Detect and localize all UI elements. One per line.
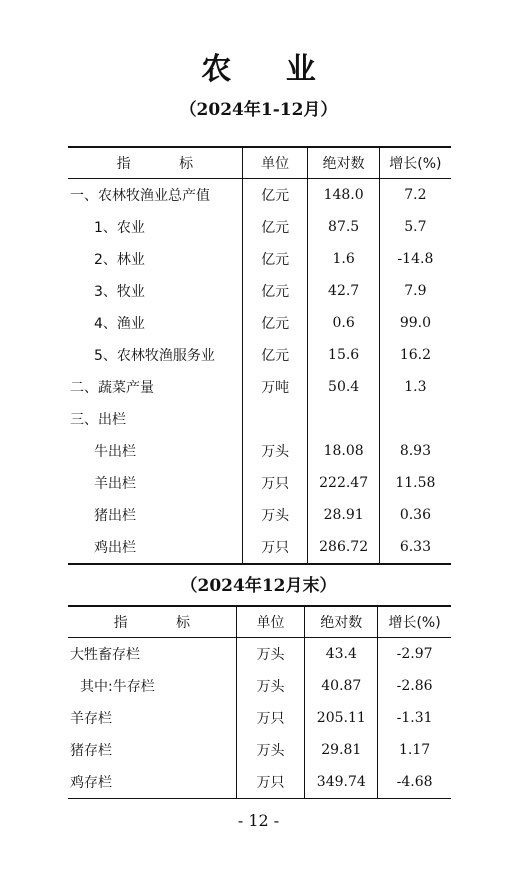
indicator-cell: 羊存栏 (70, 711, 112, 727)
table-row (68, 766, 451, 799)
indicator-cell: 二、蔬菜产量 (70, 380, 154, 396)
table-row (68, 531, 451, 564)
growth-rate-cell: -2.97 (378, 638, 451, 671)
indicator-cell: 大牲畜存栏 (70, 647, 140, 663)
growth-rate-cell: 6.33 (379, 531, 451, 564)
table-row (68, 734, 451, 766)
indicator-cell: 鸡出栏 (94, 540, 136, 556)
period-subtitle-yearend: （2024年12月末） (180, 576, 337, 596)
header-growth: 增长(%) (379, 147, 451, 179)
table-body (68, 638, 451, 799)
growth-rate-cell: 7.9 (379, 275, 451, 307)
indicator-cell: 猪存栏 (70, 743, 112, 759)
absolute-value-cell: 205.11 (305, 702, 378, 734)
table-body (68, 179, 451, 565)
unit-cell: 万只 (236, 766, 305, 799)
growth-rate-cell: -4.68 (378, 766, 451, 799)
growth-rate-cell: -1.31 (378, 702, 451, 734)
absolute-value-cell: 286.72 (308, 531, 379, 564)
header-absolute: 绝对数 (305, 606, 378, 638)
absolute-value-cell: 28.91 (308, 499, 379, 531)
table-row (68, 638, 451, 671)
indicator-cell: 2、林业 (94, 252, 145, 268)
table-header-row (68, 606, 451, 638)
indicator-cell: 4、渔业 (94, 316, 145, 332)
unit-cell: 万头 (236, 734, 305, 766)
absolute-value-cell: 87.5 (308, 211, 379, 243)
growth-rate-cell: 16.2 (379, 339, 451, 371)
absolute-value-cell: 43.4 (305, 638, 378, 671)
period-subtitle-annual: （2024年1-12月） (179, 100, 338, 120)
absolute-value-cell: 0.6 (308, 307, 379, 339)
header-unit: 单位 (242, 147, 308, 179)
page-number: - 12 - (237, 811, 280, 830)
table-row (68, 435, 451, 467)
absolute-value-cell (308, 403, 379, 435)
table-row (68, 371, 451, 403)
absolute-value-cell: 42.7 (308, 275, 379, 307)
growth-rate-cell: 1.3 (379, 371, 451, 403)
growth-rate-cell: -14.8 (379, 243, 451, 275)
indicator-cell: 3、牧业 (94, 284, 145, 300)
absolute-value-cell: 18.08 (308, 435, 379, 467)
unit-cell: 亿元 (242, 179, 308, 212)
absolute-value-cell: 349.74 (305, 766, 378, 799)
absolute-value-cell: 29.81 (305, 734, 378, 766)
unit-cell: 万只 (242, 531, 308, 564)
unit-cell: 亿元 (242, 275, 308, 307)
unit-cell: 亿元 (242, 339, 308, 371)
indicator-cell: 三、出栏 (70, 412, 126, 428)
unit-cell: 万只 (236, 702, 305, 734)
table-row (68, 339, 451, 371)
table-row (68, 179, 451, 212)
indicator-cell: 牛出栏 (94, 444, 136, 460)
growth-rate-cell: 0.36 (379, 499, 451, 531)
unit-cell: 亿元 (242, 307, 308, 339)
header-absolute: 绝对数 (308, 147, 379, 179)
table-row (68, 670, 451, 702)
indicator-cell: 鸡存栏 (70, 775, 112, 791)
indicator-cell: 羊出栏 (94, 476, 136, 492)
indicator-cell: 猪出栏 (94, 508, 136, 524)
indicator-cell: 1、农业 (94, 220, 145, 236)
absolute-value-cell: 50.4 (308, 371, 379, 403)
table-row (68, 702, 451, 734)
growth-rate-cell: 7.2 (379, 179, 451, 212)
unit-cell: 万头 (242, 435, 308, 467)
table-row (68, 499, 451, 531)
table-row (68, 467, 451, 499)
indicator-cell: 5、农林牧渔服务业 (94, 348, 215, 364)
indicator-cell: 一、农林牧渔业总产值 (70, 188, 210, 204)
unit-cell: 亿元 (242, 211, 308, 243)
absolute-value-cell: 40.87 (305, 670, 378, 702)
header-unit: 单位 (236, 606, 305, 638)
unit-cell: 万吨 (242, 371, 308, 403)
page-title: 农 业 (201, 52, 338, 87)
livestock-inventory-table (68, 605, 451, 799)
header-growth: 增长(%) (378, 606, 451, 638)
indicator-cell: 其中:牛存栏 (80, 679, 155, 695)
unit-cell: 万只 (242, 467, 308, 499)
unit-cell (242, 403, 308, 435)
table-row (68, 211, 451, 243)
table-row (68, 275, 451, 307)
growth-rate-cell: 1.17 (378, 734, 451, 766)
unit-cell: 万头 (242, 499, 308, 531)
header-indicator: 指 标 (68, 147, 242, 179)
table-row (68, 403, 451, 435)
agriculture-output-table (68, 146, 451, 565)
table-row (68, 307, 451, 339)
table-header-row (68, 147, 451, 179)
header-indicator: 指 标 (68, 606, 236, 638)
absolute-value-cell: 15.6 (308, 339, 379, 371)
growth-rate-cell (379, 403, 451, 435)
unit-cell: 亿元 (242, 243, 308, 275)
unit-cell: 万头 (236, 638, 305, 671)
growth-rate-cell: -2.86 (378, 670, 451, 702)
growth-rate-cell: 99.0 (379, 307, 451, 339)
growth-rate-cell: 5.7 (379, 211, 451, 243)
absolute-value-cell: 1.6 (308, 243, 379, 275)
absolute-value-cell: 222.47 (308, 467, 379, 499)
growth-rate-cell: 8.93 (379, 435, 451, 467)
absolute-value-cell: 148.0 (308, 179, 379, 212)
table-row (68, 243, 451, 275)
growth-rate-cell: 11.58 (379, 467, 451, 499)
unit-cell: 万头 (236, 670, 305, 702)
